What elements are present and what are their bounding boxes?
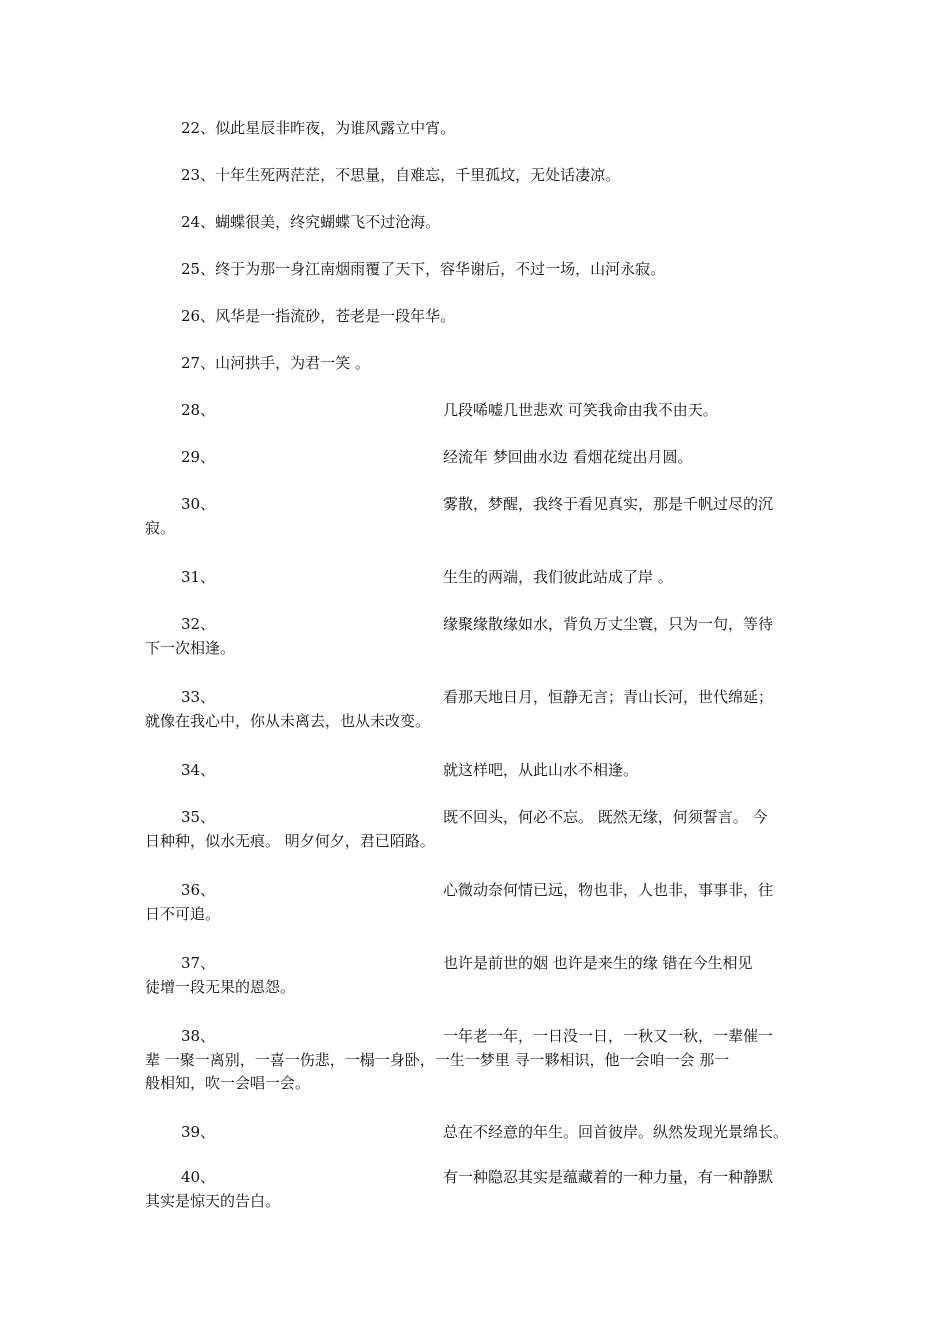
list-item [145,1166,807,1213]
item-number: 27、 [181,354,216,372]
item-number: 40、 [181,1168,216,1186]
item-number: 32、 [181,615,216,633]
item-number: 38、 [181,1027,216,1045]
item-number: 30、 [181,495,216,513]
list-item [145,759,807,783]
item-text-continued: 日不可追。 [145,904,221,923]
item-number: 28、 [181,401,216,419]
item-text: 既不回头，何必不忘。 既然无缘，何须誓言。 今 [443,808,768,826]
item-text-continued: 日种种，似水无痕。 明夕何夕，君已陌路。 [145,831,435,850]
list-item [145,305,807,329]
item-text-continued: 其实是惊天的告白。 [145,1191,281,1210]
list-item [145,686,807,733]
item-number: 26、 [181,307,216,325]
item-number: 25、 [181,260,216,278]
list-item [145,164,807,188]
list-item [145,806,807,853]
item-number: 37、 [181,954,216,972]
item-text: 雾散，梦醒，我终于看见真实，那是千帆过尽的沉 [443,495,774,513]
item-text: 十年生死两茫茫，不思量，自难忘，千里孤坟，无处话凄凉。 [215,166,621,184]
item-number: 22、 [181,119,216,137]
list-item [145,352,807,376]
item-text: 几段唏嘘几世悲欢 可笑我命由我不由天。 [443,401,718,419]
item-text-continued: 寂。 [145,518,176,537]
item-text: 蝴蝶很美，终究蝴蝶飞不过沧海。 [215,213,441,231]
item-number: 33、 [181,688,216,706]
item-text: 经流年 梦回曲水边 看烟花绽出月圆。 [443,448,693,466]
item-text-continued: 般相知，吹一会唱一会。 [145,1074,311,1092]
item-number: 29、 [181,448,216,466]
item-text-continued: 徒增一段无果的恩怨。 [145,977,296,996]
list-item [145,613,807,660]
item-number: 36、 [181,881,216,899]
item-text: 总在不经意的年生。回首彼岸。纵然发现光景绵长。 [443,1123,789,1141]
list-item [145,879,807,926]
list-item [145,117,807,141]
list-item [145,446,807,470]
list-item [145,1121,807,1145]
list-item [145,258,807,282]
item-number: 39、 [181,1123,216,1141]
item-number: 34、 [181,761,216,779]
item-number: 24、 [181,213,216,231]
item-number: 35、 [181,808,216,826]
item-text: 也许是前世的姻 也许是来生的缘 错在今生相见 [443,954,753,972]
item-text: 缘聚缘散缘如水，背负万丈尘寰，只为一句，等待 [443,615,774,633]
item-text: 一年老一年，一日没一日，一秋又一秋，一辈催一 [443,1027,774,1045]
item-text: 终于为那一身江南烟雨覆了天下，容华谢后，不过一场，山河永寂。 [215,260,666,278]
list-item [145,493,807,540]
list-item [145,952,807,999]
list-item [145,1025,807,1096]
item-text-continued: 下一次相逢。 [145,638,236,657]
item-text: 心微动奈何情已远，物也非，人也非，事事非，往 [443,881,774,899]
list-item [145,399,807,423]
item-text: 似此星辰非昨夜，为谁风露立中宵。 [215,119,456,137]
item-text: 看那天地日月，恒静无言；青山长河，世代绵延； [443,688,774,706]
item-number: 23、 [181,166,216,184]
item-text: 就这样吧，从此山水不相逢。 [443,761,639,779]
item-text: 有一种隐忍其实是蕴藏着的一种力量，有一种静默 [443,1168,774,1186]
item-text: 风华是一指流砂，苍老是一段年华。 [215,307,456,325]
item-text: 生生的两端，我们彼此站成了岸 。 [443,568,673,586]
item-text-continued: 就像在我心中，你从未离去，也从未改变。 [145,711,431,730]
list-item [145,211,807,235]
item-text-continued: 辈 一聚一离别，一喜一伤悲，一榻一身卧，一生一梦里 寻一夥相识，他一会咱一会 那一 [145,1050,730,1069]
item-number: 31、 [181,568,216,586]
item-text: 山河拱手，为君一笑 。 [215,354,370,372]
list-item [145,566,807,590]
